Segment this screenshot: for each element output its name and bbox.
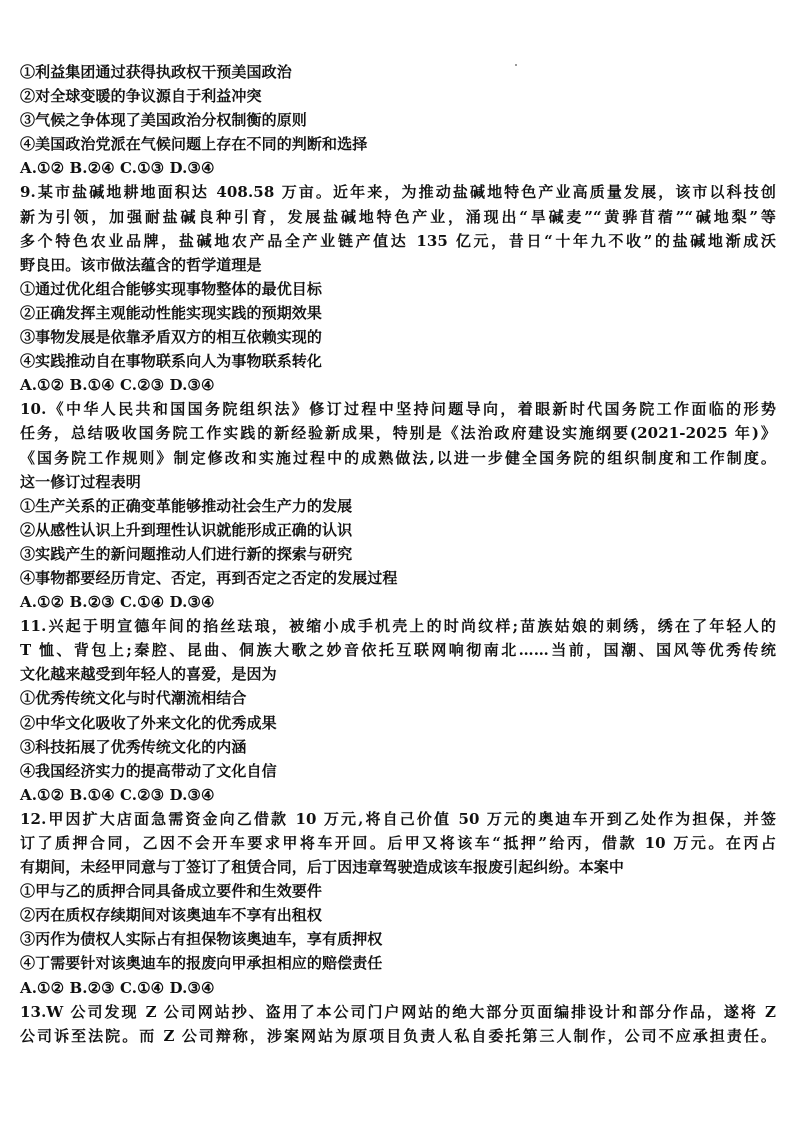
answer-choices: A.①② B.①④ C.②③ D.③④ bbox=[20, 785, 215, 804]
question-stem-line: 这一修订过程表明 bbox=[20, 472, 141, 491]
option-line: ④美国政治党派在气候问题上存在不同的判断和选择 bbox=[20, 135, 368, 154]
option-line: ④我国经济实力的提高带动了文化自信 bbox=[20, 761, 277, 780]
question-stem-line: 任务，总结吸收国务院工作实践的新经验新成果，特别是《法治政府建设实施纲要(2021-2025 年)》 bbox=[20, 424, 776, 443]
question-11-block bbox=[20, 614, 776, 807]
option-line: ①利益集团通过获得执政权干预美国政治 bbox=[20, 63, 292, 81]
option-line: ②丙在质权存续期间对该奥迪车不享有出租权 bbox=[20, 906, 323, 925]
question-stem-line: T 恤、背包上;秦腔、昆曲、侗族大歌之妙音依托互联网响彻南北……当前，国潮、国风等优秀传统 bbox=[20, 641, 776, 660]
question-stem-line: 10.《中华人民共和国国务院组织法》修订过程中坚持问题导向，着眼新时代国务院工作面临的形势 bbox=[20, 400, 776, 419]
question-stem-line: 公司诉至法院。而 Z 公司辩称，涉案网站为原项目负责人私自委托第三人制作，公司不应承担责任。 bbox=[20, 1026, 776, 1045]
question-12-block bbox=[20, 807, 776, 1000]
question-stem-line: 订了质押合同，乙因不会开车要求甲将车开回。后甲又将该车“抵押”给丙，借款 10 万元。在丙占 bbox=[20, 834, 776, 852]
option-line: ①甲与乙的质押合同具备成立要件和生效要件 bbox=[20, 882, 323, 901]
question-stem-line: 有期间，未经甲同意与丁签订了租赁合同，后丁因违章驾驶造成该车报废引起纠纷。本案中 bbox=[20, 858, 625, 877]
question-13-block bbox=[20, 1000, 776, 1048]
option-line: ③气候之争体现了美国政治分权制衡的原则 bbox=[20, 111, 307, 130]
question-stem-line: 12.甲因扩大店面急需资金向乙借款 10 万元,将自己价值 50 万元的奥迪车开到乙处作为担保，并签 bbox=[20, 809, 776, 828]
option-line: ③科技拓展了优秀传统文化的内涵 bbox=[20, 737, 247, 756]
question-stem-line: 文化越来越受到年轻人的喜爱，是因为 bbox=[20, 665, 277, 684]
option-line: ③丙作为债权人实际占有担保物该奥迪车，享有质押权 bbox=[20, 930, 383, 949]
question-stem-line: 多个特色农业品牌，盐碱地农产品全产业链产值达 135 亿元，昔日“十年九不收”的盐碱地渐成沃 bbox=[20, 231, 776, 250]
option-line: ④丁需要针对该奥迪车的报废向甲承担相应的赔偿责任 bbox=[20, 954, 383, 973]
option-line: ①通过优化组合能够实现事物整体的最优目标 bbox=[20, 279, 323, 298]
question-9-block bbox=[20, 180, 776, 397]
option-line: ④实践推动自在事物联系向人为事物联系转化 bbox=[20, 352, 323, 371]
option-line: ②正确发挥主观能动性能实现实践的预期效果 bbox=[20, 303, 323, 322]
answer-choices: A.①② B.②④ C.①③ D.③④ bbox=[20, 159, 215, 178]
question-10-block bbox=[20, 397, 776, 614]
option-line: ③实践产生的新问题推动人们进行新的探索与研究 bbox=[20, 544, 353, 563]
option-line: ②从感性认识上升到理性认识就能形成正确的认识 bbox=[20, 520, 353, 539]
question-stem-line: 9.某市盐碱地耕地面积达 408.58 万亩。近年来，为推动盐碱地特色产业高质量发展，该市以科技创 bbox=[20, 183, 776, 202]
question-stem-line: 13.W 公司发现 Z 公司网站抄、盗用了本公司门户网站的绝大部分页面编排设计和部分作品，遂将 Z bbox=[20, 1002, 776, 1021]
question-stem-line: 《国务院工作规则》制定修改和实施过程中的成熟做法,以进一步健全国务院的组织制度和工作制度。 bbox=[20, 448, 776, 467]
option-line: ②对全球变暖的争议源自于利益冲突 bbox=[20, 87, 262, 106]
exam-page bbox=[20, 60, 776, 1048]
question-8-block bbox=[20, 60, 776, 180]
answer-choices: A.①② B.②③ C.①④ D.③④ bbox=[20, 593, 215, 612]
option-line: ④事物都要经历肯定、否定，再到否定之否定的发展过程 bbox=[20, 568, 398, 587]
question-stem-line: 野良田。该市做法蕴含的哲学道理是 bbox=[20, 255, 262, 274]
option-line: ①生产关系的正确变革能够推动社会生产力的发展 bbox=[20, 496, 353, 515]
answer-choices: A.①② B.①④ C.②③ D.③④ bbox=[20, 376, 215, 395]
option-line: ②中华文化吸收了外来文化的优秀成果 bbox=[20, 713, 277, 732]
answer-choices: A.①② B.②③ C.①④ D.③④ bbox=[20, 978, 215, 997]
option-line: ③事物发展是依靠矛盾双方的相互依赖实现的 bbox=[20, 328, 323, 347]
question-stem-line: 11.兴起于明宣德年间的掐丝珐琅，被缩小成手机壳上的时尚纹样;苗族姑娘的刺绣，绣在了年轻人的 bbox=[20, 617, 776, 636]
question-stem-line: 新为引领，加强耐盐碱良种引育，发展盐碱地特色产业，涌现出“旱碱麦”“黄骅苜蓿”“碱地梨”等 bbox=[20, 207, 776, 226]
option-line: ①优秀传统文化与时代潮流相结合 bbox=[20, 689, 247, 708]
